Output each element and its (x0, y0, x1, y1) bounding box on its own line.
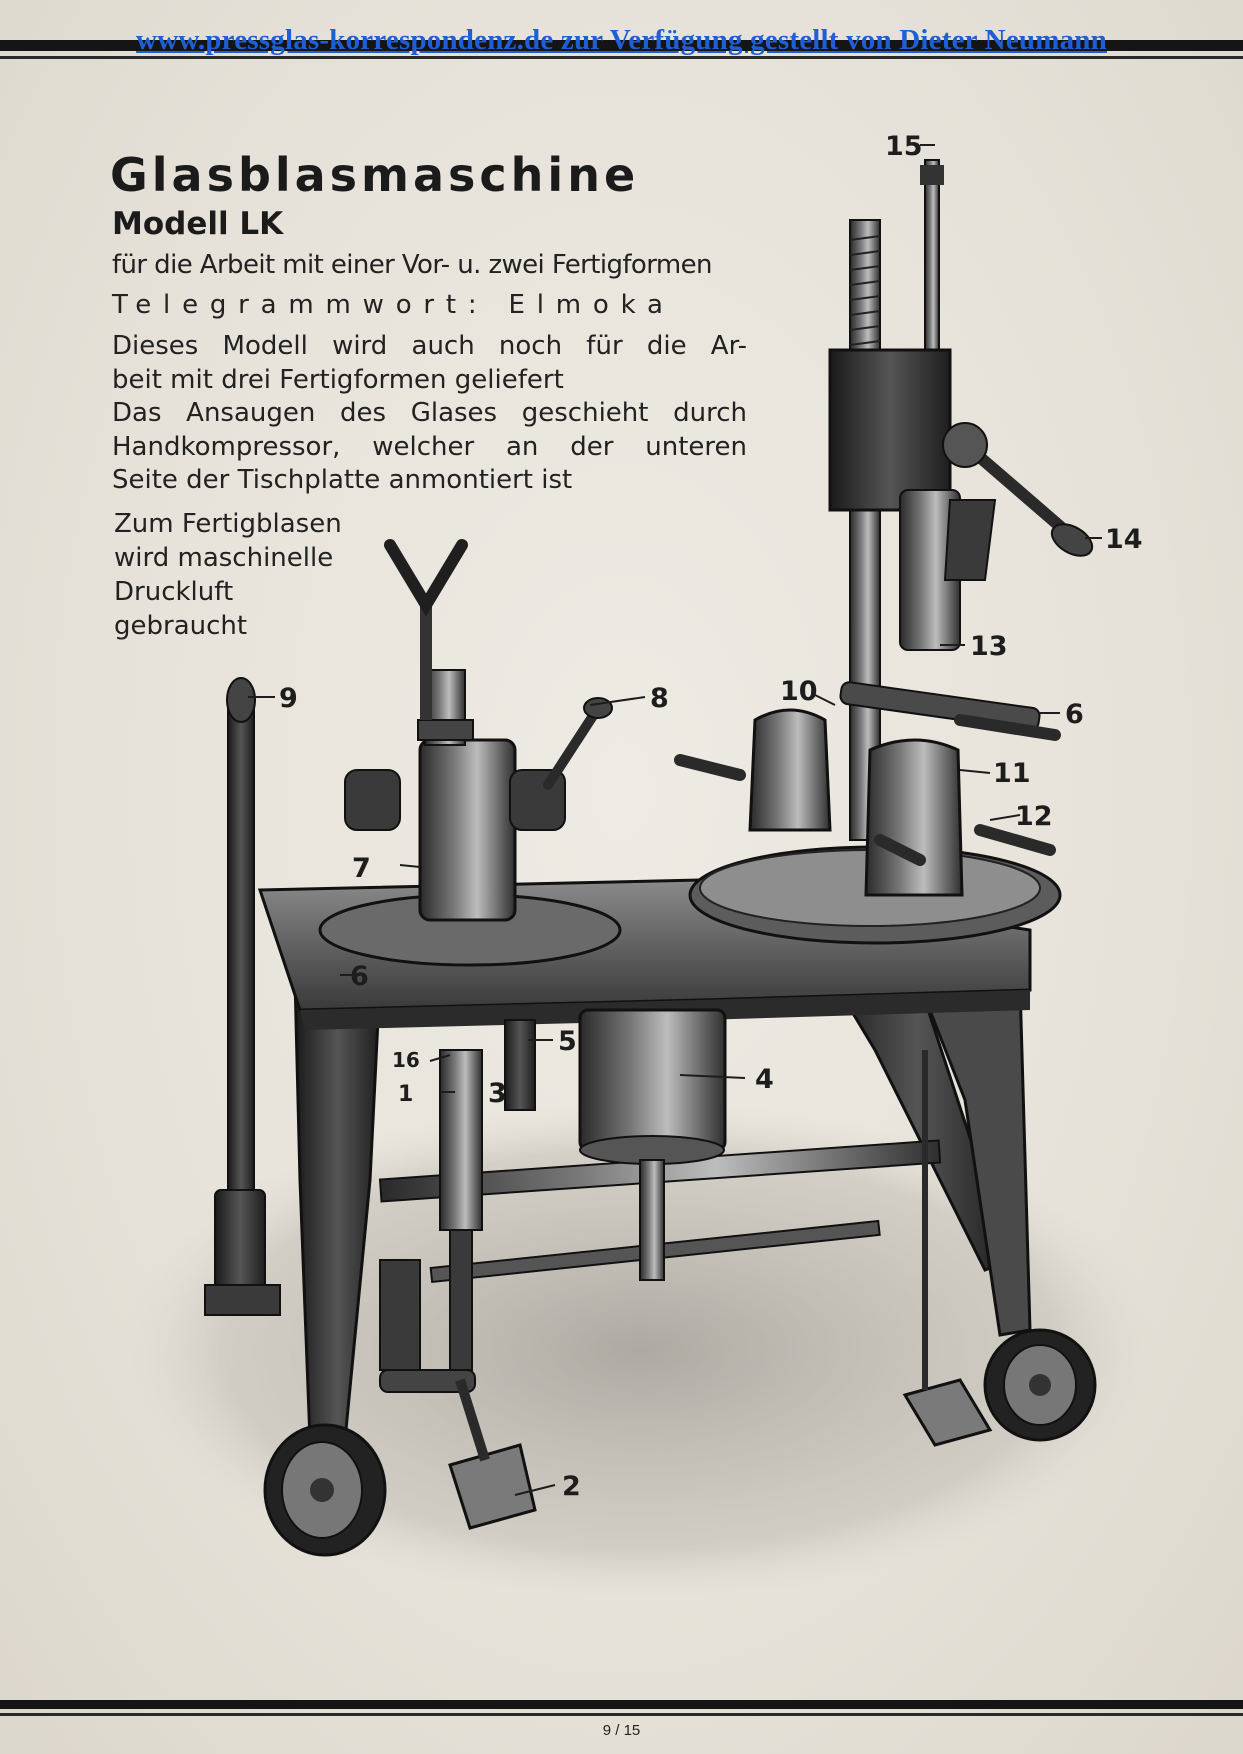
bottom-rule (0, 1700, 1243, 1709)
callout-14: 14 (1105, 524, 1143, 555)
callout-1: 1 (398, 1082, 414, 1107)
bottom-rule-thin (0, 1713, 1243, 1716)
telegram-word-line: Telegrammwort: Elmoka (112, 290, 675, 320)
callout-12: 12 (1015, 801, 1053, 832)
callout-3: 3 (488, 1078, 507, 1109)
callout-13: 13 (970, 631, 1008, 662)
description-line: Dieses Modell wird auch noch für die Ar- (112, 331, 747, 361)
callout-10: 10 (780, 676, 818, 707)
callout-4: 4 (755, 1064, 774, 1095)
description-line: Seite der Tischplatte anmontiert ist (112, 465, 573, 495)
callout-15: 15 (885, 131, 923, 162)
callout-2: 2 (562, 1471, 581, 1502)
callout-6-right: 6 (1065, 699, 1084, 730)
note-line: Zum Fertigblasen (114, 509, 342, 539)
callout-11: 11 (993, 758, 1031, 789)
model-subtitle: Modell LK (112, 206, 284, 242)
page-number: 9 / 15 (602, 1722, 641, 1739)
callout-9: 9 (279, 683, 298, 714)
callout-7: 7 (352, 853, 371, 884)
description-line: Das Ansaugen des Glases geschieht durch (112, 398, 747, 428)
description-line: Handkompressor, welcher an der unteren (112, 431, 747, 462)
purpose-line: für die Arbeit mit einer Vor- u. zwei Fertigformen (112, 250, 712, 280)
callout-6-left: 6 (350, 961, 369, 992)
callout-16: 16 (392, 1048, 420, 1072)
note-line: Druckluft (114, 577, 234, 607)
callout-8: 8 (650, 683, 669, 714)
description-line: beit mit drei Fertigformen geliefert (112, 364, 564, 395)
note-line: gebraucht (114, 611, 248, 641)
note-line: wird maschinelle (114, 543, 334, 573)
source-watermark-link[interactable]: www.pressglas-korrespondenz.de zur Verfügung gestellt von Dieter Neumann (136, 24, 1107, 56)
document-title: Glasblasmaschine (110, 148, 640, 202)
callout-5: 5 (558, 1026, 577, 1057)
preform-station (345, 545, 612, 920)
